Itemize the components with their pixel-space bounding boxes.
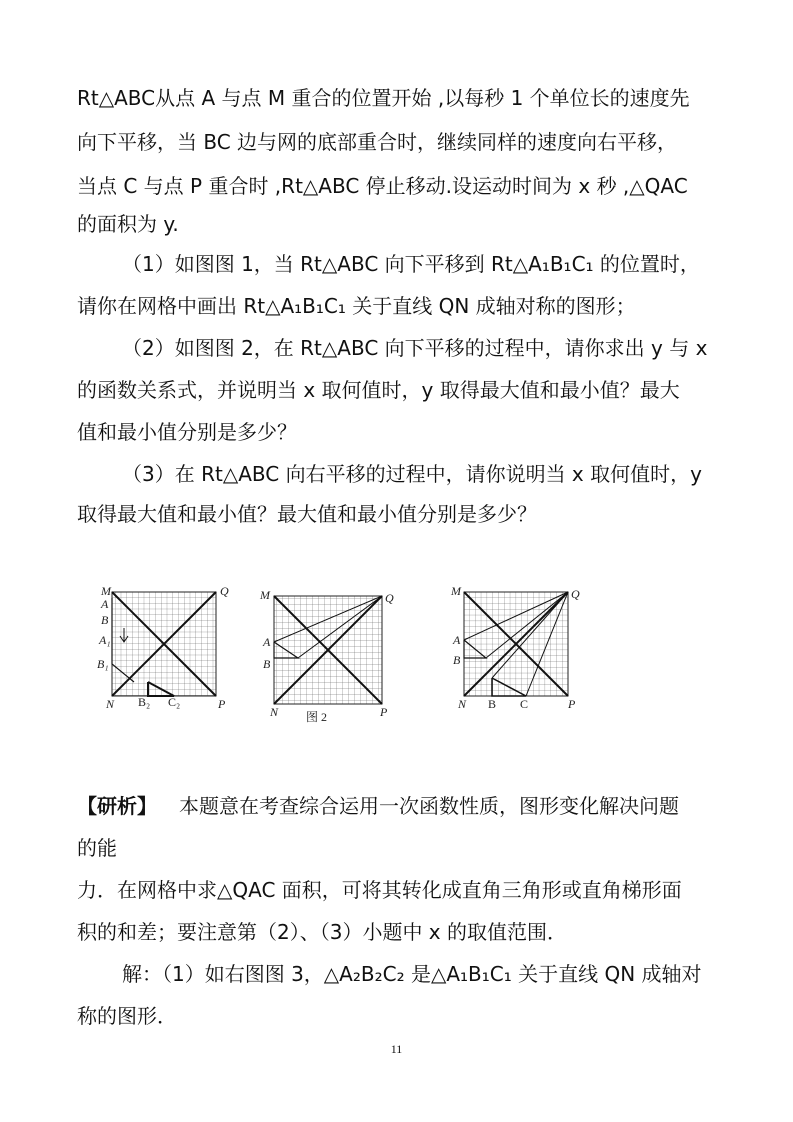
- solution-line-1: 解：（1）如右图图 3，△A₂B₂C₂ 是△A₁B₁C₁ 关于直线 QN 成轴对: [122, 962, 702, 986]
- question-3-line-1: （3）在 Rt△ABC 向右平移的过程中，请你说明当 x 取何值时，y: [122, 462, 702, 486]
- fig1-label-b1: B₁: [97, 657, 109, 671]
- fig1-label-q: Q: [220, 584, 229, 598]
- fig2-label-n: N: [270, 705, 279, 719]
- figure-3: [446, 580, 596, 716]
- problem-line-4: 的面积为 y.: [77, 212, 179, 236]
- fig3-label-q: Q: [571, 587, 580, 601]
- question-2-line-3: 值和最小值分别是多少？: [77, 420, 297, 444]
- question-2-line-1: （2）如图图 2，在 Rt△ABC 向下平移的过程中，请你求出 y 与 x: [122, 336, 708, 360]
- fig2-caption: 图 2: [306, 710, 328, 724]
- problem-line-2: 向下平移，当 BC 边与网的底部重合时，继续同样的速度向右平移，: [77, 130, 678, 154]
- figure-2: [258, 580, 408, 730]
- fig1-label-n: N: [106, 697, 115, 711]
- fig2-label-p: P: [380, 705, 388, 719]
- analysis-line-2: 的能: [77, 836, 117, 860]
- fig2-label-m: M: [260, 588, 270, 602]
- analysis-line-1: [77, 792, 679, 820]
- figure-1: [92, 580, 242, 716]
- page-number: 11: [390, 1042, 403, 1056]
- analysis-line-4: 积的和差；要注意第（2）、（3）小题中 x 的取值范围．: [77, 920, 567, 944]
- fig3-label-n: N: [458, 697, 467, 711]
- fig1-label-b: B: [101, 613, 109, 627]
- fig2-label-b: B: [263, 657, 271, 671]
- fig3-label-a: A: [453, 633, 461, 647]
- analysis-tag: 【研析】: [77, 794, 157, 818]
- question-3-line-2: 取得最大值和最小值？最大值和最小值分别是多少？: [77, 502, 537, 526]
- fig1-label-c2: C₂: [168, 695, 181, 709]
- fig2-label-q: Q: [385, 591, 394, 605]
- fig3-label-b: B: [453, 653, 461, 667]
- fig3-label-b-bottom: B: [488, 697, 497, 711]
- fig2-label-a: A: [263, 635, 271, 649]
- fig1-label-m: M: [101, 584, 111, 598]
- fig3-label-c: C: [520, 697, 529, 711]
- fig1-label-p: P: [218, 697, 226, 711]
- fig3-label-m: M: [451, 584, 461, 598]
- fig1-label-a1: A₁: [99, 633, 111, 647]
- question-1-line-2: 请你在网格中画出 Rt△A₁B₁C₁ 关于直线 QN 成轴对称的图形；: [77, 294, 636, 318]
- fig1-label-b2: B₂: [138, 695, 151, 709]
- problem-line-3: 当点 C 与点 P 重合时 ,Rt△ABC 停止移动.设运动时间为 x 秒 ,△QAC: [77, 174, 688, 198]
- analysis-line-3: 力．在网格中求△QAC 面积，可将其转化成直角三角形或直角梯形面: [77, 878, 682, 902]
- fig3-label-p: P: [568, 697, 576, 711]
- fig1-label-a: A: [101, 597, 109, 611]
- solution-line-2: 称的图形．: [77, 1004, 177, 1028]
- problem-line-1: Rt△ABC从点 A 与点 M 重合的位置开始 ,以每秒 1 个单位长的速度先: [77, 86, 690, 110]
- question-2-line-2: 的函数关系式，并说明当 x 取何值时，y 取得最大值和最小值？最大: [77, 378, 680, 402]
- analysis-text-1: 本题意在考查综合运用一次函数性质，图形变化解决问题: [179, 794, 679, 818]
- question-1-line-1: （1）如图图 1，当 Rt△ABC 向下平移到 Rt△A₁B₁C₁ 的位置时，: [122, 252, 700, 276]
